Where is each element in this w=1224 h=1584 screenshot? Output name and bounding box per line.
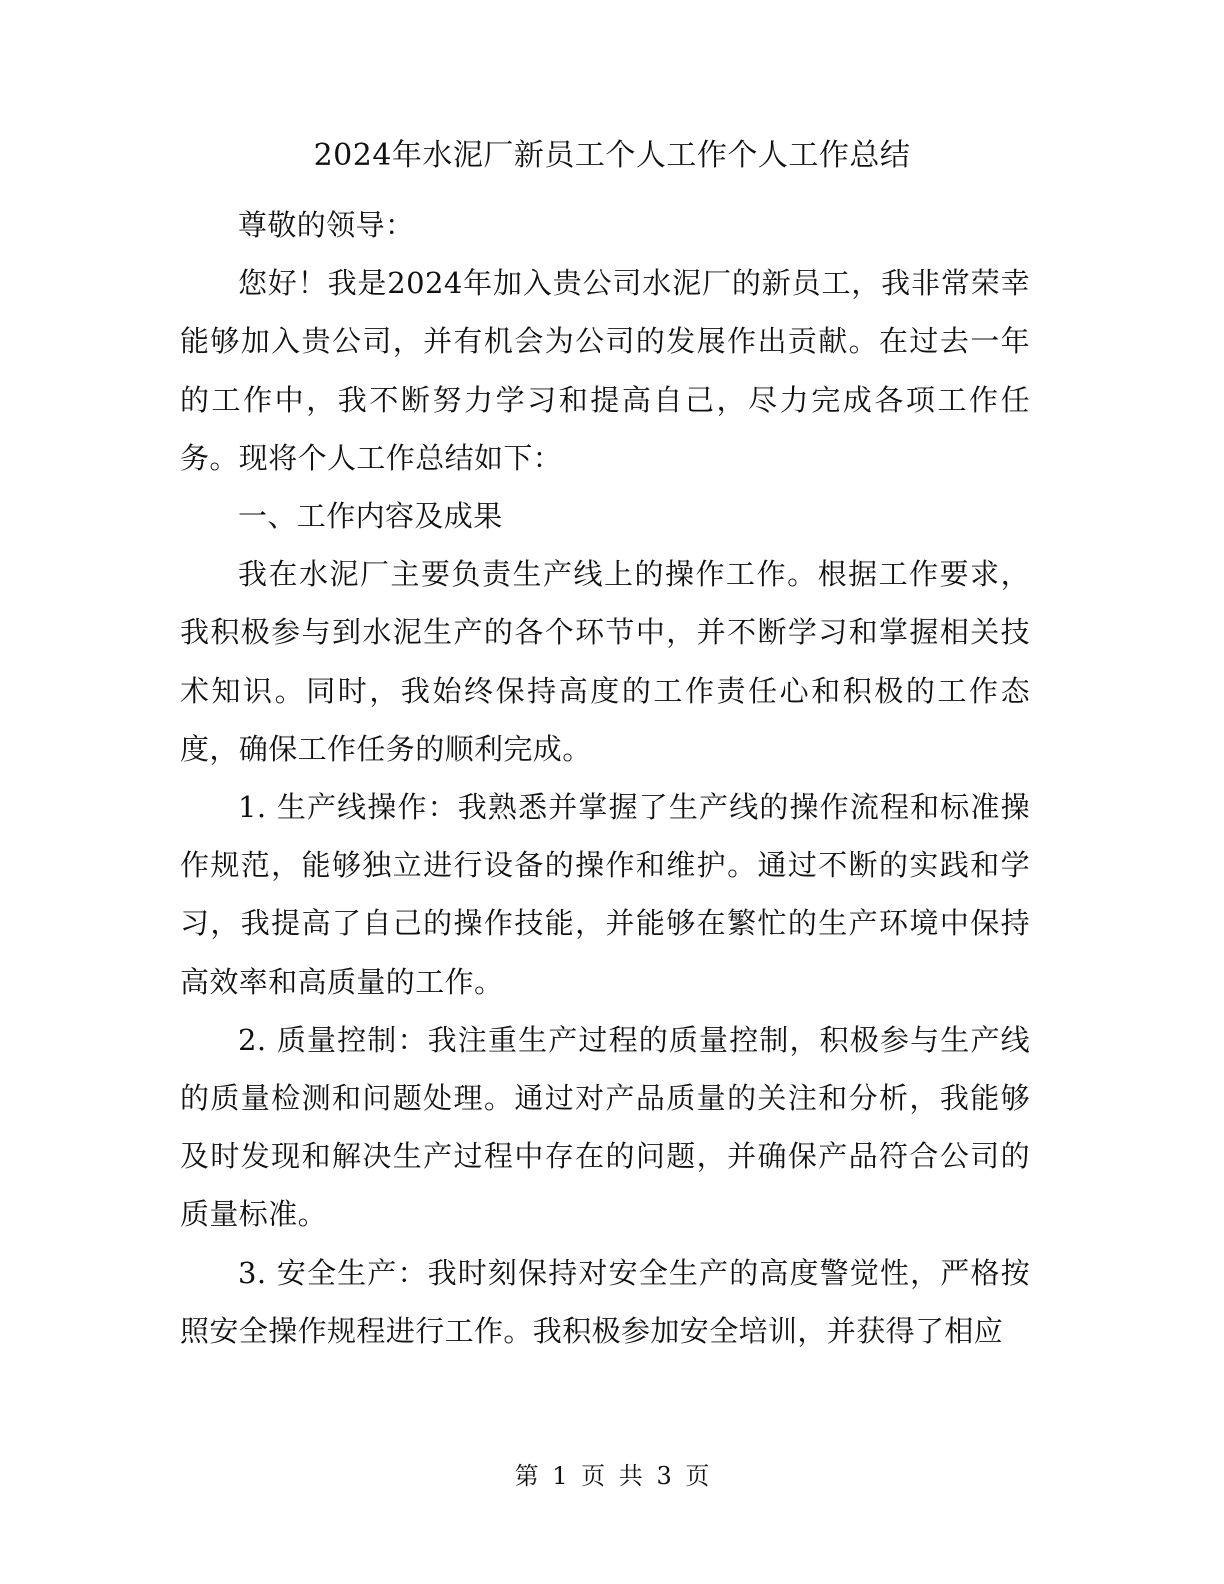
salutation: 尊敬的领导： bbox=[238, 208, 415, 242]
paragraph-item-3: 3. 安全生产：我时刻保持对安全生产的高度警觉性，严格按照安全操作规程进行工作。我积极参加安全培训，并获得了相应 bbox=[180, 1255, 1030, 1348]
document-body bbox=[180, 196, 1030, 1360]
paragraph-work-content: 我在水泥厂主要负责生产线上的操作工作。根据工作要求，我积极参与到水泥生产的各个环节中，并不断学习和掌握相关技术知识。同时，我始终保持高度的工作责任心和积极的工作态度，确保工作任务的顺利完成。 bbox=[180, 557, 1030, 766]
paragraph-item-1: 1. 生产线操作：我熟悉并掌握了生产线的操作流程和标准操作规范，能够独立进行设备的操作和维护。通过不断的实践和学习，我提高了自己的操作技能，并能够在繁忙的生产环境中保持高效率和高质量的工作。 bbox=[180, 790, 1030, 999]
page-footer: 第 1 页 共 3 页 bbox=[514, 1462, 710, 1490]
paragraph-intro: 您好！我是2024年加入贵公司水泥厂的新员工，我非常荣幸能够加入贵公司，并有机会为公司的发展作出贡献。在过去一年的工作中，我不断努力学习和提高自己，尽力完成各项工作任务。现将个人工作总结如下： bbox=[180, 266, 1030, 475]
document-title: 2024年水泥厂新员工个人工作个人工作总结 bbox=[313, 138, 911, 173]
paragraph-item-2: 2. 质量控制：我注重生产过程的质量控制，积极参与生产线的质量检测和问题处理。通过对产品质量的关注和分析，我能够及时发现和解决生产过程中存在的问题，并确保产品符合公司的质量标准。 bbox=[180, 1022, 1030, 1232]
section-heading: 一、工作内容及成果 bbox=[238, 499, 503, 534]
